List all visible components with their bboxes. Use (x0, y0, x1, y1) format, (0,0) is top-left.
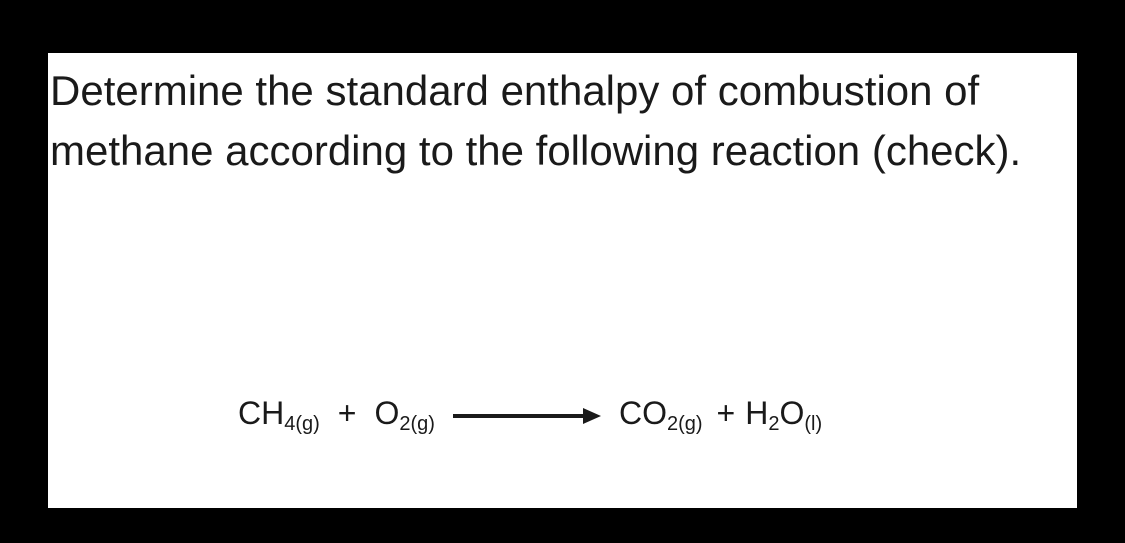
plus-sign: + (337, 395, 357, 431)
right-arrow-icon (453, 406, 601, 426)
plus-sign: + (716, 395, 736, 431)
chemical-equation (238, 391, 822, 435)
question-text: Determine the standard enthalpy of combustion of methane according to the following reaction (check). (50, 67, 1022, 174)
reactant-oxygen: $O_{2(g)}$ (374, 395, 435, 435)
question-card (48, 53, 1077, 508)
product-water: $H_2O_{(l)}$ (745, 395, 823, 435)
reactant-methane: $CH_{4(g)}$ (238, 395, 320, 435)
product-carbon-dioxide: $CO_{2(g)}$ (618, 395, 703, 435)
